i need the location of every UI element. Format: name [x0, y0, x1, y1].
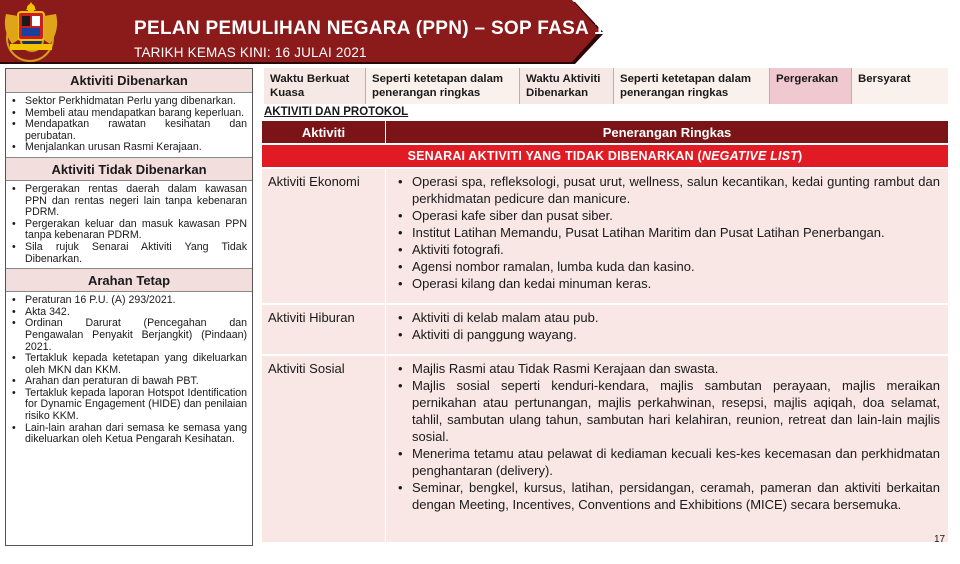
list-item: • Aktiviti fotografi. [398, 241, 940, 258]
page-title: PELAN PEMULIHAN NEGARA (PPN) – SOP FASA 1 [134, 18, 605, 39]
info-value-waktu-aktiviti: Seperti ketetapan dalam penerangan ringkas [614, 68, 770, 104]
list-dibenarkan [6, 93, 252, 157]
info-label-pergerakan: Pergerakan [770, 68, 852, 104]
table-header [262, 121, 948, 143]
list-item: • Akta 342. [12, 307, 247, 319]
list-item: • Peraturan 16 P.U. (A) 293/2021. [12, 295, 247, 307]
page-number: 17 [934, 534, 946, 545]
row-category: Aktiviti Hiburan [262, 305, 386, 354]
section-heading-arahan-tetap: Arahan Tetap [6, 268, 252, 292]
info-value-pergerakan: Bersyarat [852, 68, 948, 104]
page-subtitle: TARIKH KEMAS KINI: 16 JULAI 2021 [134, 45, 367, 60]
list-item: • Ordinan Darurat (Pencegahan dan Pengawalan Penyakit Berjangkit) (Pindaan) 2021. [12, 318, 247, 353]
info-value-waktu-berkuat-kuasa: Seperti ketetapan dalam penerangan ringkas [366, 68, 520, 104]
column-header-aktiviti: Aktiviti [262, 121, 386, 143]
list-item: • Operasi spa, refleksologi, pusat urut, wellness, salun kecantikan, kedai gunting rambut dan perkhidmatan pedicure dan manicure. [398, 173, 940, 207]
list-tidak-dibenarkan [6, 181, 252, 268]
list-item: • Menerima tetamu atau pelawat di kediaman kecuali kes-kes kecemasan dan perkhidmatan penghantaran (delivery). [398, 445, 940, 479]
list-item: • Operasi kilang dan kedai minuman keras. [398, 275, 940, 292]
section-heading-dibenarkan: Aktiviti Dibenarkan [6, 69, 252, 93]
row-description [386, 356, 948, 542]
row-category: Aktiviti Sosial [262, 356, 386, 542]
list-item: • Mendapatkan rawatan kesihatan dan perubatan. [12, 119, 247, 142]
table-row [262, 356, 948, 542]
list-item: • Operasi kafe siber dan pusat siber. [398, 207, 940, 224]
list-item: • Menjalankan urusan Rasmi Kerajaan. [12, 142, 247, 154]
list-item: • Arahan dan peraturan di bawah PBT. [12, 376, 247, 388]
row-description [386, 169, 948, 303]
negative-list-italic: NEGATIVE LIST [701, 149, 799, 163]
left-panel [5, 68, 253, 546]
section-heading-tidak-dibenarkan: Aktiviti Tidak Dibenarkan [6, 157, 252, 181]
table-row [262, 305, 948, 354]
list-item [12, 388, 247, 423]
header-banner [0, 0, 612, 66]
negative-list-title: SENARAI AKTIVITI YANG TIDAK DIBENARKAN ( [407, 149, 702, 163]
list-item: • Majlis Rasmi atau Tidak Rasmi Kerajaan dan swasta. [398, 360, 940, 377]
list-item: • Tertakluk kepada ketetapan yang dikeluarkan oleh MKN dan KKM. [12, 353, 247, 376]
list-item: • Pergerakan rentas daerah dalam kawasan PPN dan rentas negeri lain tanpa kebenaran PDRM. [12, 184, 247, 219]
list-item: • Aktiviti di kelab malam atau pub. [398, 309, 940, 326]
info-row [264, 68, 948, 104]
coat-of-arms-logo [0, 0, 62, 52]
section-label-protokol: AKTIVITI DAN PROTOKOL [264, 106, 409, 118]
list-item: • Sila rujuk Senarai Aktiviti Yang Tidak Dibenarkan. [12, 242, 247, 265]
list-item: • Seminar, bengkel, kursus, latihan, persidangan, ceramah, pameran dan aktiviti berkaitan dengan Meeting, Incentives, Conventions and Exhibitions (MICE) secara bersemuka. [398, 479, 940, 513]
list-item: • Membeli atau mendapatkan barang keperluan. [12, 108, 247, 120]
list-item-text: Tertakluk kepada laporan Hotspot Identification for Dynamic Engagement (HIDE) dan penilaian risiko KKM. [25, 386, 247, 423]
list-arahan-tetap [6, 292, 252, 449]
info-label-waktu-aktiviti: Waktu Aktiviti Dibenarkan [520, 68, 614, 104]
list-item: • Sektor Perkhidmatan Perlu yang dibenarkan. [12, 96, 247, 108]
row-category: Aktiviti Ekonomi [262, 169, 386, 303]
info-label-waktu-berkuat-kuasa: Waktu Berkuat Kuasa [264, 68, 366, 104]
list-item: • Agensi nombor ramalan, lumba kuda dan kasino. [398, 258, 940, 275]
list-item: • Pergerakan keluar dan masuk kawasan PPN tanpa kebenaran PDRM. [12, 219, 247, 242]
row-description [386, 305, 948, 354]
table-row [262, 169, 948, 303]
list-item: • Majlis sosial seperti kenduri-kendara, majlis sambutan perayaan, majlis meraikan pernikahan atau pertunangan, majlis perkahwinan, resepsi, majlis aqiqah, doa selamat, tahlil, sambutan ulang tahun, sambutan hari kelahiran, reunion, retreat dan lain-lain majlis sosial. [398, 377, 940, 445]
list-item: • Lain-lain arahan dari semasa ke semasa yang dikeluarkan oleh Ketua Pengarah Kesihatan. [12, 423, 247, 446]
list-item: • Institut Latihan Memandu, Pusat Latihan Maritim dan Pusat Latihan Penerbangan. [398, 224, 940, 241]
negative-list-end: ) [798, 149, 803, 163]
negative-list-banner [262, 145, 948, 167]
list-item: • Aktiviti di panggung wayang. [398, 326, 940, 343]
column-header-penerangan: Penerangan Ringkas [602, 124, 732, 140]
